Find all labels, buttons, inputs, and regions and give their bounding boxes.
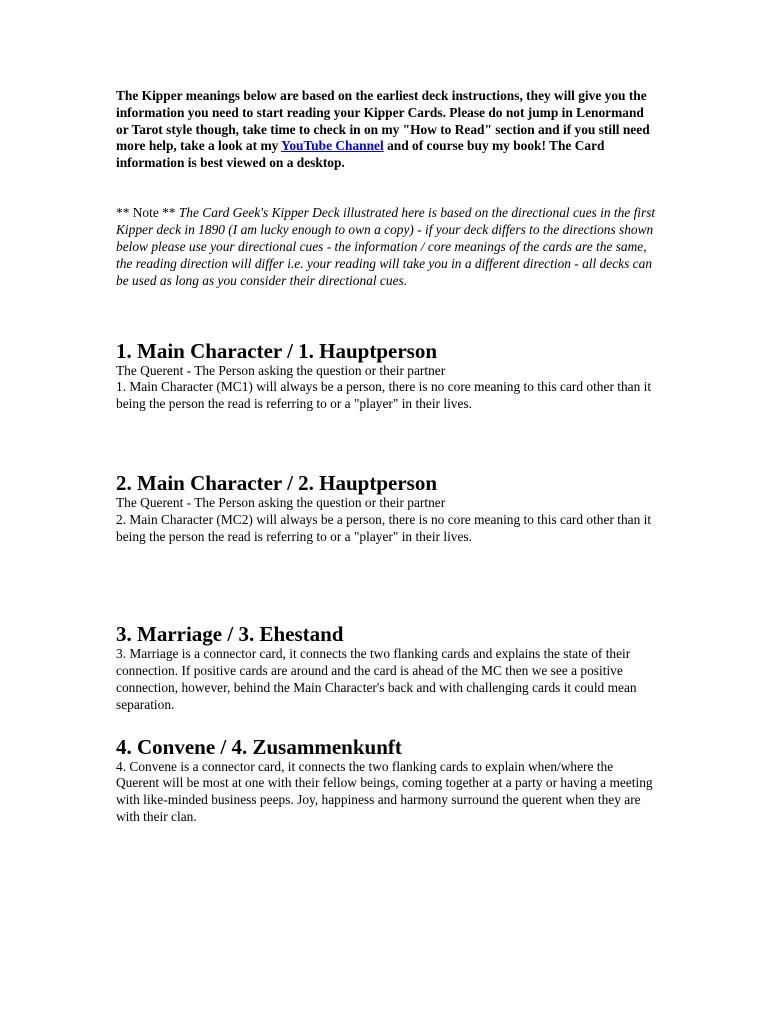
card-subtitle-1: The Querent - The Person asking the question or their partner — [116, 362, 446, 378]
document-page — [116, 88, 656, 826]
card-section-1 — [116, 339, 656, 414]
note-prefix: ** Note ** — [116, 204, 179, 220]
note-body: The Card Geek's Kipper Deck illustrated here is based on the directional cues in the first Kipper deck in 1890 (I am lucky enough to own a copy) - if your deck differs to the directions shown below please use your directional cues - the information / core meanings of the cards are the same, the reading direction will differ i.e. your reading will take you in a different direction - all decks can be used as long as you consider their directional cues. — [116, 204, 656, 288]
youtube-channel-link[interactable]: YouTube Channel — [281, 138, 384, 154]
card-description-4: 4. Convene is a connector card, it connects the two flanking cards to explain when/where the Querent will be most at one with their fellow beings, coming together at a party or having a meeting with like-minded business peeps. Joy, happiness and harmony surround the querent when they are with their clan. — [116, 758, 653, 825]
card-description-2: 2. Main Character (MC2) will always be a person, there is no core meaning to this card other than it being the person the read is referring to or a "player" in their lives. — [116, 512, 652, 545]
card-title-4: 4. Convene / 4. Zusammenkunft — [116, 734, 402, 759]
card-title-3: 3. Marriage / 3. Ehestand — [116, 621, 344, 646]
card-title-1: 1. Main Character / 1. Hauptperson — [116, 338, 438, 363]
card-section-4 — [116, 735, 656, 827]
intro-text-end: and of course buy my book! The Card information is best viewed on a desktop. — [116, 138, 605, 171]
note-paragraph — [116, 205, 656, 290]
card-description-3: 3. Marriage is a connector card, it connects the two flanking cards and explains the state of their connection. If positive cards are around and the card is ahead of the MC then we see a positive connection, however, behind the Main Character's back and with challenging cards it could mean separation. — [116, 645, 637, 712]
card-description-1: 1. Main Character (MC1) will always be a person, there is no core meaning to this card other than it being the person the read is referring to or a "player" in their lives. — [116, 379, 652, 412]
card-title-2: 2. Main Character / 2. Hauptperson — [116, 471, 438, 496]
card-section-2 — [116, 471, 656, 546]
intro-text-start: The Kipper meanings below are based on the earliest deck instructions, they will give you the information you need to start reading your Kipper Cards. Please do not jump in Lenormand or Tarot style though, take time to check in on my "How to Read" section and if you still need more help, take a look at my — [116, 88, 650, 154]
card-subtitle-2: The Querent - The Person asking the question or their partner — [116, 495, 446, 511]
intro-paragraph — [116, 88, 656, 172]
card-section-3 — [116, 622, 656, 714]
